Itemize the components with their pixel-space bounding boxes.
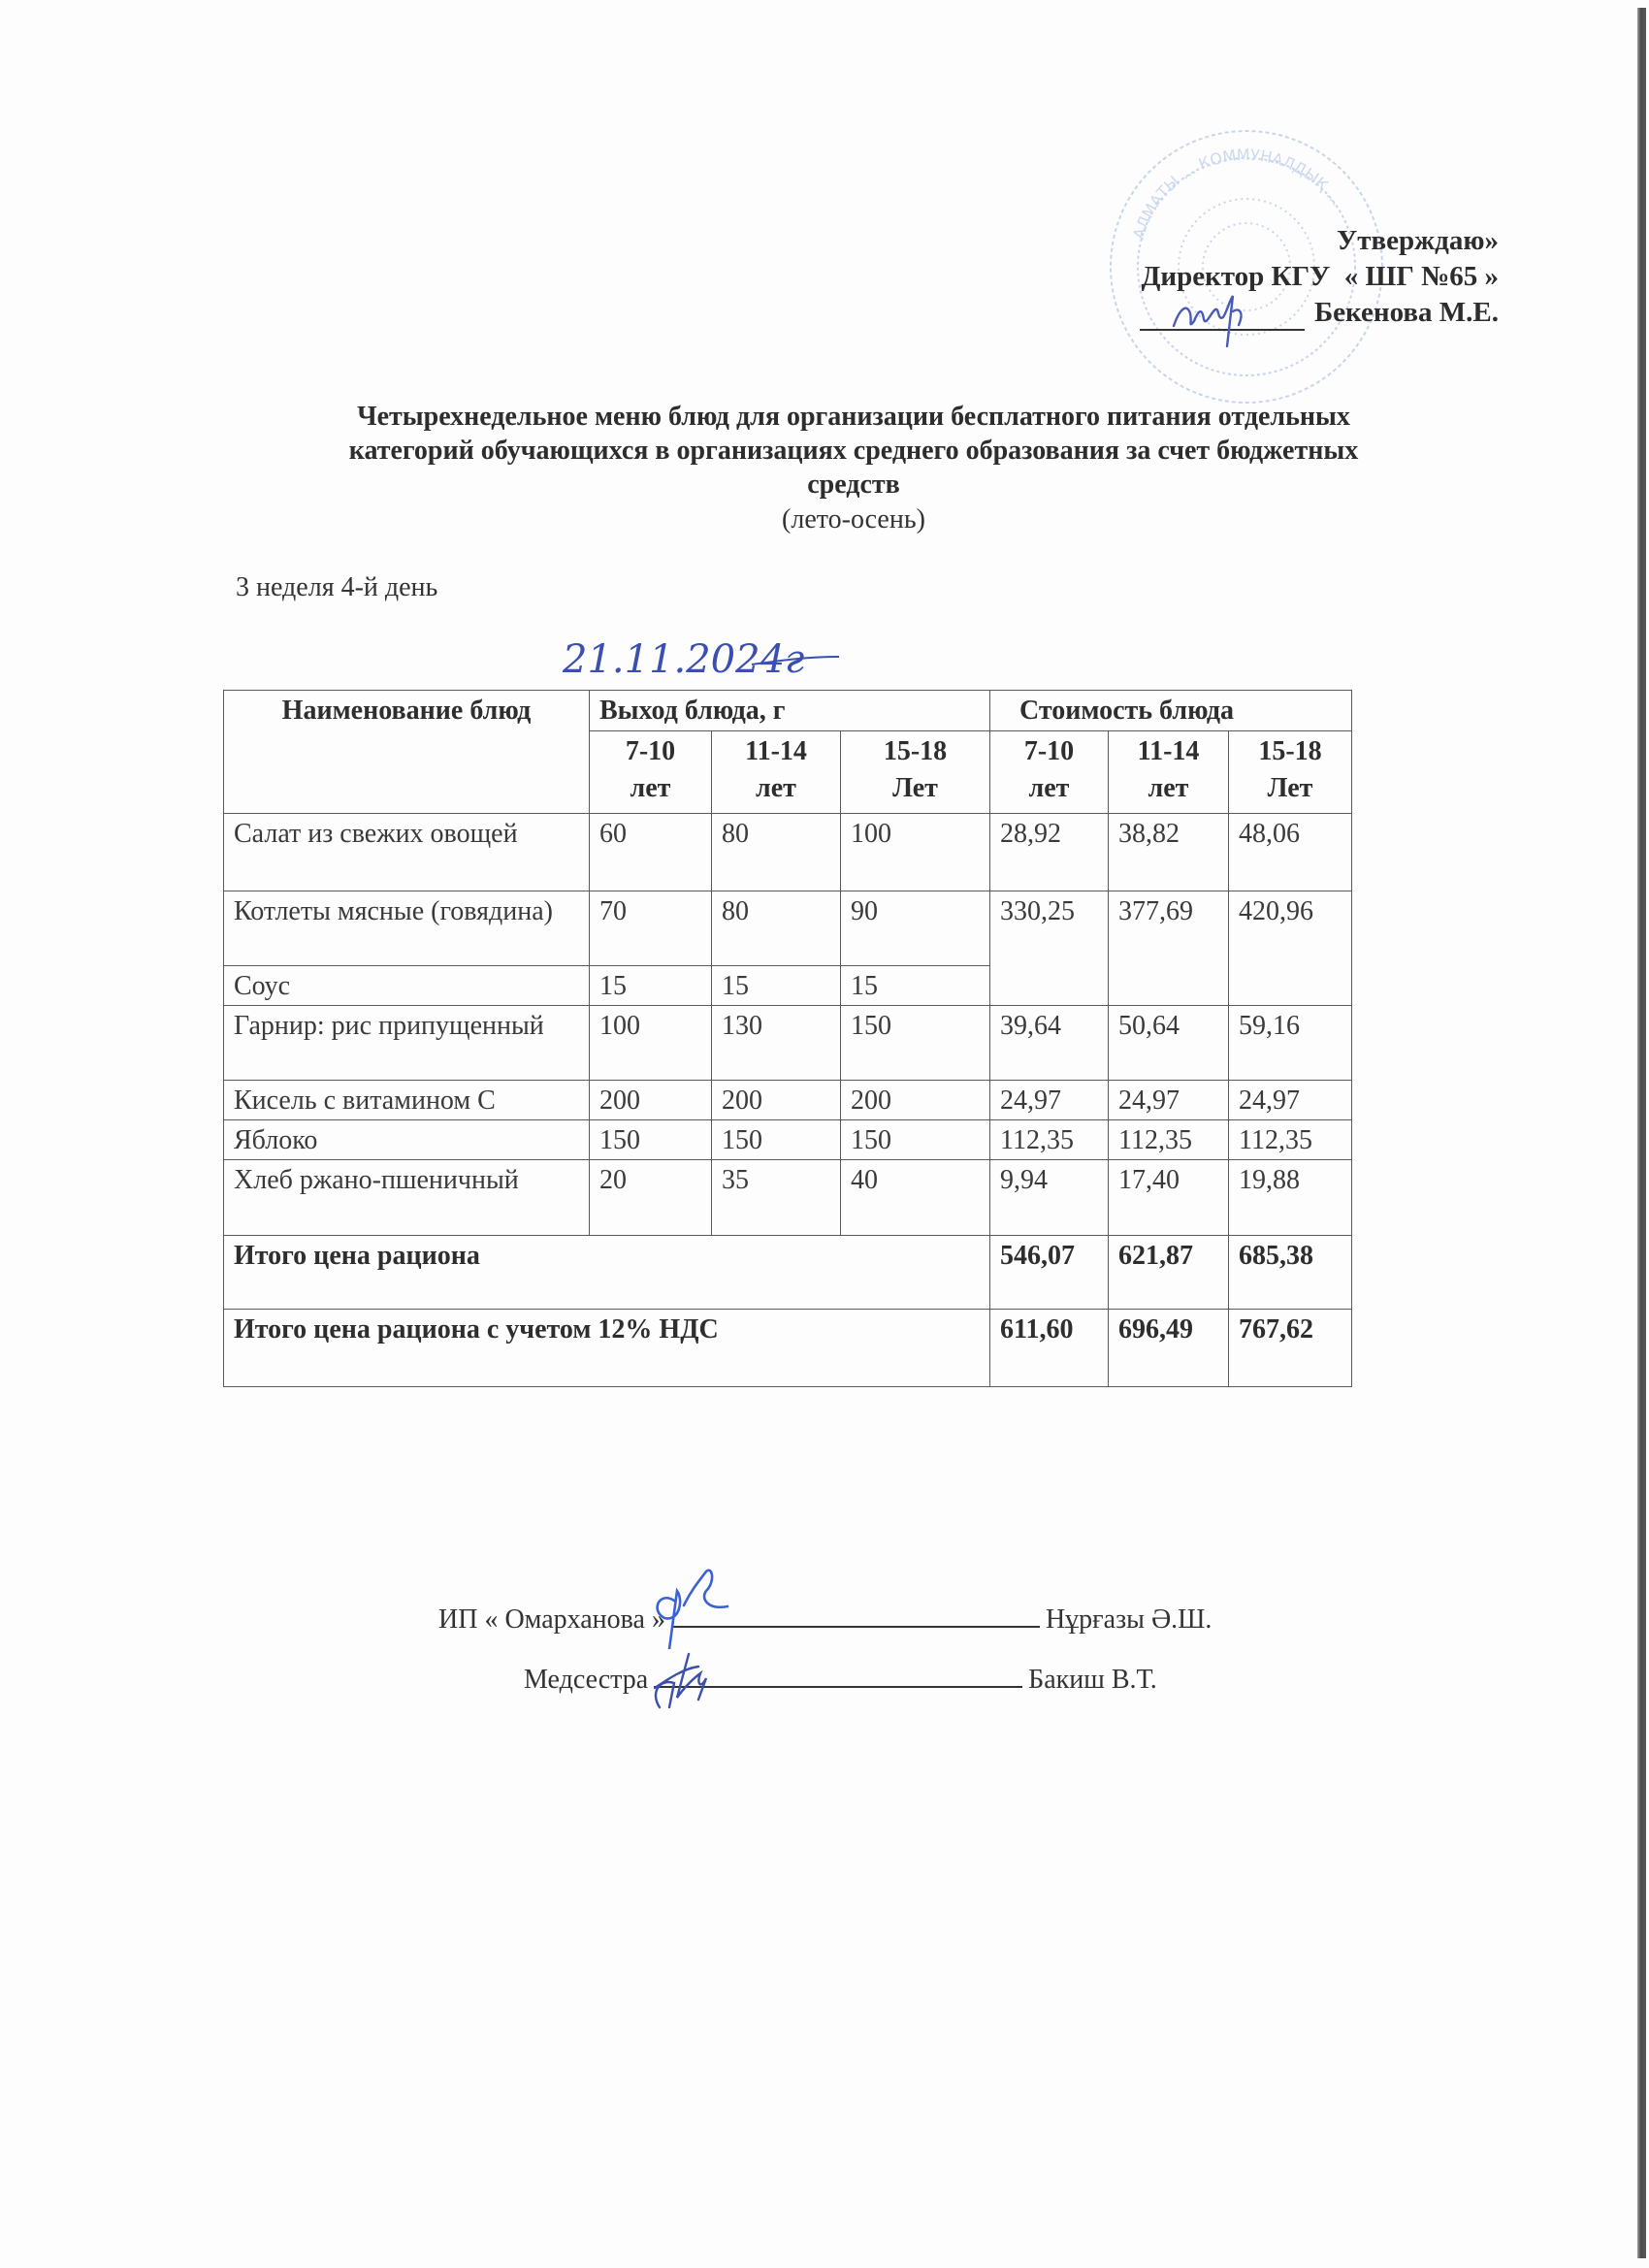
approval-block [1140,223,1499,331]
cost-cell: 48,06 [1229,814,1352,891]
yield-cell: 150 [841,1006,990,1081]
yield-cell: 60 [590,814,712,891]
table-row [224,1081,1352,1120]
cost-cell: 377,69 [1109,891,1229,1006]
title-line-1: Четырехнедельное меню блюд для организации бесплатного питания отдельных [357,402,1350,432]
approval-heading: Утверждаю» [1336,225,1499,256]
cost-cell: 59,16 [1229,1006,1352,1081]
total-vat-label: Итого цена рациона с учетом 12% НДС [224,1310,990,1387]
yield-cell: 200 [841,1081,990,1120]
yield-cell: 20 [590,1160,712,1236]
svg-text:АЛМАТЫ ... КОММУНАЛДЫҚ ...: АЛМАТЫ ... КОММУНАЛДЫҚ ... [1129,145,1347,242]
table-row [224,1120,1352,1160]
yield-cell: 15 [712,966,841,1006]
title-line-3: средств [807,470,900,500]
dish-name: Кисель с витамином С [224,1081,590,1120]
yield-cell: 90 [841,891,990,966]
menu-table [223,690,1352,1387]
cost-cell: 19,88 [1229,1160,1352,1236]
yield-cell: 100 [841,814,990,891]
document-title [233,400,1474,502]
director-signature-line [1140,300,1305,331]
nurse-signature-line [524,1661,1157,1696]
svg-text:21.11.2024г: 21.11.2024г [563,637,805,682]
supplier-signature-line [438,1601,1212,1636]
yield-cell: 150 [590,1120,712,1160]
yield-cell: 150 [712,1120,841,1160]
cost-cell: 420,96 [1229,891,1352,1006]
header-age-group: 15-18 Лет [841,731,990,814]
yield-cell: 130 [712,1006,841,1081]
header-age-group: 11-14 лет [712,731,841,814]
total-value: 546,07 [990,1236,1109,1310]
cost-cell: 38,82 [1109,814,1229,891]
table-row [224,1160,1352,1236]
cost-cell: 39,64 [990,1006,1109,1081]
table-row [224,1006,1352,1081]
table-row [224,891,1352,966]
total-vat-row [224,1310,1352,1387]
nurse-label: Медсестра [524,1665,649,1695]
cost-cell: 112,35 [990,1120,1109,1160]
total-vat-value: 696,49 [1109,1310,1229,1387]
cost-cell: 112,35 [1229,1120,1352,1160]
director-signature [1169,282,1276,350]
title-line-2: категорий обучающихся в организациях среднего образования за счет бюджетных [348,436,1359,466]
director-title: Директор КГУ « ШГ №65 » [1141,261,1499,292]
yield-cell: 15 [841,966,990,1006]
header-age-group: 11-14 лет [1109,731,1229,814]
table-row [224,814,1352,891]
dish-name: Котлеты мясные (говядина) [224,891,590,966]
dish-name: Соус [224,966,590,1006]
yield-cell: 80 [712,814,841,891]
handwritten-date [558,635,849,684]
yield-cell: 150 [841,1120,990,1160]
cost-cell: 24,97 [1229,1081,1352,1120]
season-subtitle: (лето-осень) [782,504,925,535]
total-label: Итого цена рациона [224,1236,990,1310]
total-value: 621,87 [1109,1236,1229,1310]
dish-name: Хлеб ржано-пшеничный [224,1160,590,1236]
cost-cell: 50,64 [1109,1006,1229,1081]
supplier-label: ИП « Омарханова » [438,1604,665,1635]
header-age-group: 15-18 Лет [1229,731,1352,814]
yield-cell: 80 [712,891,841,966]
yield-cell: 40 [841,1160,990,1236]
header-age-group: 7-10 лет [990,731,1109,814]
header-age-group: 7-10 лет [590,731,712,814]
week-day-label: 3 неделя 4-й день [236,572,438,602]
cost-cell: 330,25 [990,891,1109,1006]
total-value: 685,38 [1229,1236,1352,1310]
dish-name: Гарнир: рис припущенный [224,1006,590,1081]
total-row [224,1236,1352,1310]
director-name: Бекенова М.Е. [1313,297,1499,328]
cost-cell: 24,97 [1109,1081,1229,1120]
yield-cell: 200 [712,1081,841,1120]
yield-cell: 70 [590,891,712,966]
cost-cell: 24,97 [990,1081,1109,1120]
total-vat-value: 767,62 [1229,1310,1352,1387]
yield-cell: 200 [590,1081,712,1120]
header-dish-name: Наименование блюд [224,691,590,814]
dish-name: Салат из свежих овощей [224,814,590,891]
yield-cell: 15 [590,966,712,1006]
yield-cell: 100 [590,1006,712,1081]
header-yield: Выход блюда, г [590,691,990,731]
yield-cell: 35 [712,1160,841,1236]
header-cost: Стоимость блюда [990,691,1352,731]
nurse-name: Бакиш В.Т. [1028,1665,1157,1695]
cost-cell: 28,92 [990,814,1109,891]
supplier-name: Нұрғазы Ә.Ш. [1045,1604,1212,1635]
supplier-signature [630,1562,757,1649]
nurse-signature [640,1639,747,1717]
cost-cell: 17,40 [1109,1160,1229,1236]
cost-cell: 9,94 [990,1160,1109,1236]
cost-cell: 112,35 [1109,1120,1229,1160]
total-vat-value: 611,60 [990,1310,1109,1387]
scan-edge [1637,8,1646,2258]
dish-name: Яблоко [224,1120,590,1160]
